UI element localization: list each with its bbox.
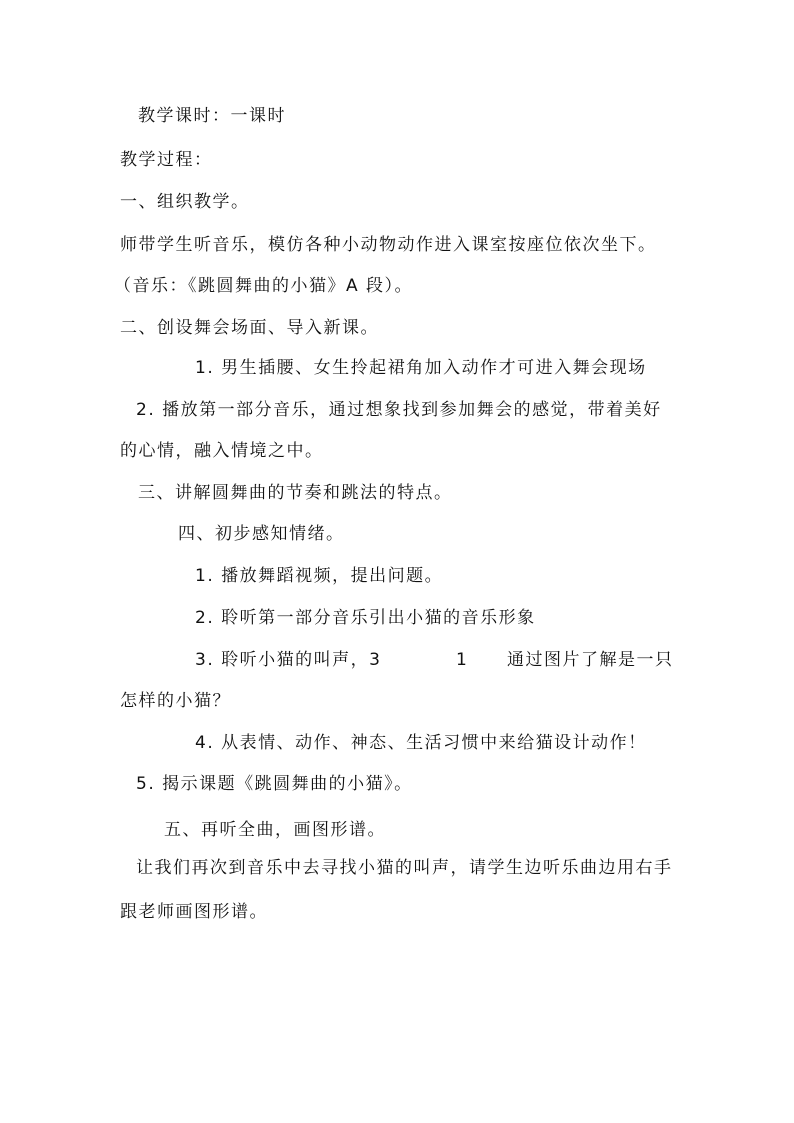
list-item: 4. 从表情、动作、神态、生活习惯中来给猫设计动作！: [195, 733, 647, 753]
list-item: 5. 揭示课题《跳圆舞曲的小猫》。: [136, 774, 413, 794]
list-item: 1: [456, 650, 469, 670]
section-one-heading: 一、组织教学。: [120, 192, 250, 212]
paragraph-line: 让我们再次到音乐中去寻找小猫的叫声，请学生边听乐曲边用右手: [136, 858, 673, 878]
list-item: 2. 播放第一部分音乐，通过想象找到参加舞会的感觉，带着美好: [136, 400, 662, 420]
list-item: 3. 聆听小猫的叫声，3: [195, 650, 382, 670]
paragraph-line: 怎样的小猫？: [120, 691, 231, 711]
section-five-heading: 五、再听全曲，画图形谱。: [164, 820, 386, 840]
lesson-duration: 教学课时：一课时: [138, 106, 286, 126]
list-item: 通过图片了解是一只: [507, 650, 674, 670]
section-four-heading: 四、初步感知情绪。: [178, 524, 345, 544]
list-item: 1. 男生插腰、女生拎起裙角加入动作才可进入舞会现场: [195, 358, 647, 378]
list-item: 1. 播放舞蹈视频，提出问题。: [195, 566, 444, 586]
paragraph-line: 师带学生听音乐，模仿各种小动物动作进入课室按座位依次坐下。: [120, 235, 657, 255]
paragraph-line: 跟老师画图形谱。: [120, 902, 268, 922]
paragraph-line: 的心情，融入情境之中。: [120, 441, 324, 461]
teaching-process-heading: 教学过程：: [120, 150, 213, 170]
paragraph-line: （音乐：《跳圆舞曲的小猫》A 段）。: [114, 276, 414, 296]
list-item: 2. 聆听第一部分音乐引出小猫的音乐形象: [195, 608, 536, 628]
section-two-heading: 二、创设舞会场面、导入新课。: [120, 318, 379, 338]
section-three-heading: 三、讲解圆舞曲的节奏和跳法的特点。: [138, 483, 453, 503]
